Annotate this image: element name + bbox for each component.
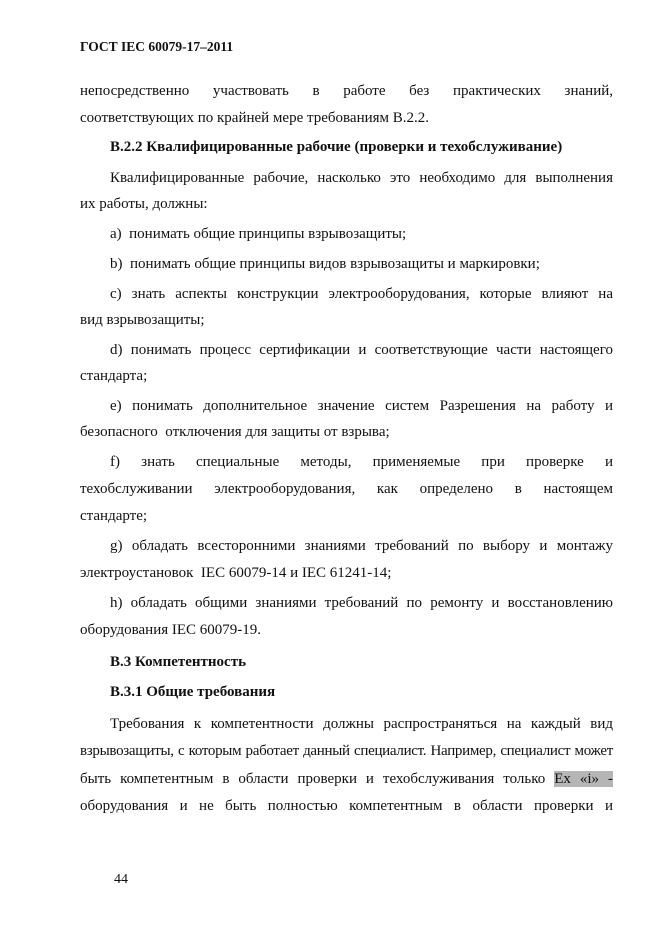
page-number: 44 <box>114 872 128 887</box>
text-line: их работы, должны: <box>80 196 208 212</box>
list-item: h) обладать общими знаниями требований по ремонту и восстановлению <box>110 595 613 611</box>
text-line: вид взрывозащиты; <box>80 312 205 328</box>
section-heading: В.3 Компетентность <box>110 654 247 670</box>
list-item: b) понимать общие принципы видов взрывозащиты и маркировки; <box>110 256 540 272</box>
list-item: d) понимать процесс сертификации и соответствующие части настоящего <box>110 342 613 358</box>
text-line: соответствующих по крайней мере требованиям В.2.2. <box>80 110 430 126</box>
text-line: Требования к компетентности должны распространяться на каждый вид <box>110 716 613 732</box>
text-line <box>80 769 613 789</box>
text-line: непосредственно участвовать в работе без практических знаний, <box>80 83 613 99</box>
text-line: взрывозащиты, с которым работает данный специалист. Например, специалист может <box>80 743 613 759</box>
list-item: f) знать специальные методы, применяемые при проверке и <box>110 454 613 470</box>
section-heading: В.3.1 Общие требования <box>110 684 276 700</box>
list-item: e) понимать дополнительное значение систем Разрешения на работу и <box>110 398 613 414</box>
document-header: ГОСТ IEC 60079-17–2011 <box>80 39 234 54</box>
highlighted-text: Ex «i» - <box>554 771 614 787</box>
text-line: стандарте; <box>80 508 148 524</box>
text-line: стандарта; <box>80 368 148 384</box>
text-line: электроустановок IEC 60079-14 и IEC 61241-14; <box>80 565 392 581</box>
text-line: оборудования IEC 60079-19. <box>80 622 262 638</box>
section-heading: В.2.2 Квалифицированные рабочие (проверки и техобслуживание) <box>110 139 563 155</box>
text-segment: быть компетентным в области проверки и техобслуживания только <box>80 771 546 787</box>
list-item: а) понимать общие принципы взрывозащиты; <box>110 226 407 242</box>
list-item: c) знать аспекты конструкции электрооборудования, которые влияют на <box>110 286 613 302</box>
text-line: Квалифицированные рабочие, насколько это необходимо для выполнения <box>110 170 613 186</box>
text-line: оборудования и не быть полностью компетентным в области проверки и <box>80 798 613 814</box>
text-line: безопасного отключения для защиты от взрыва; <box>80 424 390 440</box>
list-item: g) обладать всесторонними знаниями требований по выбору и монтажу <box>110 538 613 554</box>
text-line: техобслуживании электрооборудования, как определено в настоящем <box>80 481 613 497</box>
